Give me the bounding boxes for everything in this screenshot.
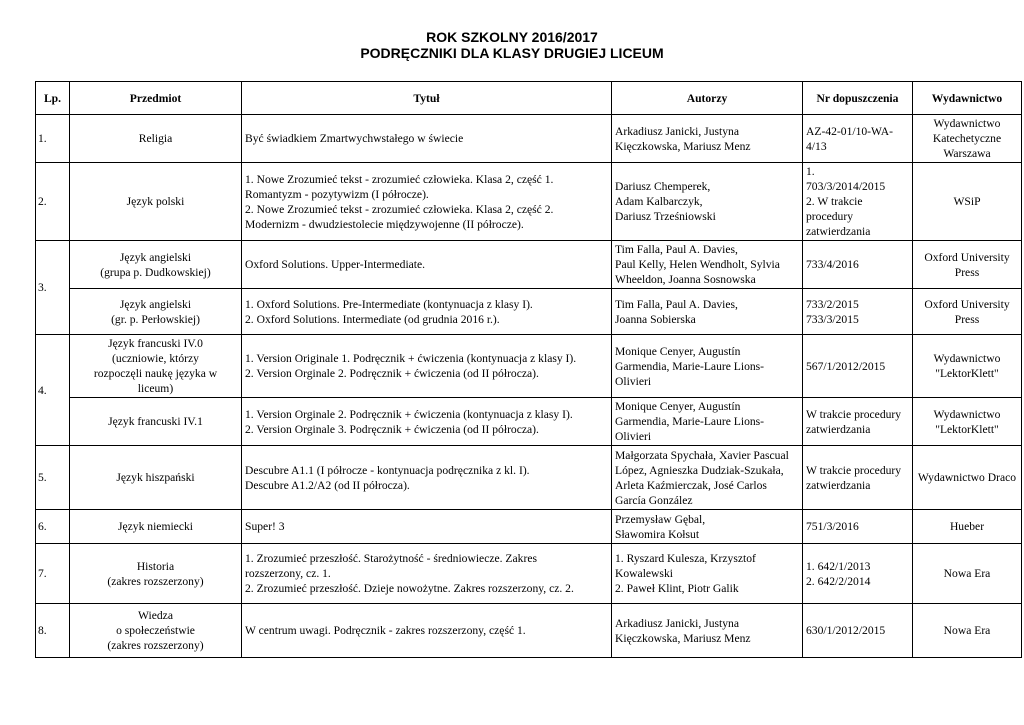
approval-cell: 751/3/2016 bbox=[803, 510, 913, 544]
authors-cell: Tim Falla, Paul A. Davies, Paul Kelly, Helen Wendholt, Sylvia Wheeldon, Joanna Sosnowska bbox=[612, 241, 803, 289]
school-year-heading: ROK SZKOLNY 2016/2017 bbox=[426, 29, 598, 45]
authors-cell: Dariusz Chemperek, Adam Kalbarczyk, Dariusz Trześniowski bbox=[612, 163, 803, 241]
table-row bbox=[36, 398, 1022, 446]
approval-cell: 630/1/2012/2015 bbox=[803, 604, 913, 658]
subject-cell: Wiedza o społeczeństwie (zakres rozszerzony) bbox=[70, 604, 242, 658]
lp-cell: 4. bbox=[36, 335, 70, 446]
column-header-subject: Przedmiot bbox=[70, 82, 242, 115]
title-cell: W centrum uwagi. Podręcznik - zakres rozszerzony, część 1. bbox=[242, 604, 612, 658]
publisher-cell: Wydawnictwo "LektorKlett" bbox=[913, 335, 1022, 398]
document-title: PODRĘCZNIKI DLA KLASY DRUGIEJ LICEUM bbox=[360, 45, 664, 61]
subject-cell: Historia (zakres rozszerzony) bbox=[70, 544, 242, 604]
approval-cell: 567/1/2012/2015 bbox=[803, 335, 913, 398]
column-header-authors: Autorzy bbox=[612, 82, 803, 115]
approval-cell: W trakcie procedury zatwierdzania bbox=[803, 398, 913, 446]
table-row bbox=[36, 544, 1022, 604]
lp-cell: 1. bbox=[36, 115, 70, 163]
approval-cell: W trakcie procedury zatwierdzania bbox=[803, 446, 913, 510]
lp-cell: 5. bbox=[36, 446, 70, 510]
authors-cell: Arkadiusz Janicki, Justyna Kięczkowska, Mariusz Menz bbox=[612, 115, 803, 163]
authors-cell: Tim Falla, Paul A. Davies, Joanna Sobierska bbox=[612, 289, 803, 335]
title-cell: 1. Version Orginale 2. Podręcznik + ćwiczenia (kontynuacja z klasy I). 2. Version Orginale 3. Podręcznik + ćwiczenia (od II półrocza). bbox=[242, 398, 612, 446]
publisher-cell: Wydawnictwo Katechetyczne Warszawa bbox=[913, 115, 1022, 163]
title-cell: Super! 3 bbox=[242, 510, 612, 544]
approval-cell: 733/2/2015 733/3/2015 bbox=[803, 289, 913, 335]
authors-cell: Arkadiusz Janicki, Justyna Kięczkowska, Mariusz Menz bbox=[612, 604, 803, 658]
subject-cell: Religia bbox=[70, 115, 242, 163]
subject-cell: Język angielski (gr. p. Perłowskiej) bbox=[70, 289, 242, 335]
table-header-row bbox=[36, 82, 1022, 115]
authors-cell: Monique Cenyer, Augustín Garmendia, Marie-Laure Lions- Olivieri bbox=[612, 335, 803, 398]
approval-cell: 1. 703/3/2014/2015 2. W trakcie procedury zatwierdzania bbox=[803, 163, 913, 241]
table-row bbox=[36, 289, 1022, 335]
authors-cell: Monique Cenyer, Augustín Garmendia, Marie-Laure Lions- Olivieri bbox=[612, 398, 803, 446]
publisher-cell: Oxford University Press bbox=[913, 241, 1022, 289]
approval-cell: 1. 642/1/2013 2. 642/2/2014 bbox=[803, 544, 913, 604]
publisher-cell: Oxford University Press bbox=[913, 289, 1022, 335]
column-header-approval: Nr dopuszczenia bbox=[803, 82, 913, 115]
table-row bbox=[36, 604, 1022, 658]
column-header-publisher: Wydawnictwo bbox=[913, 82, 1022, 115]
subject-cell: Język angielski (grupa p. Dudkowskiej) bbox=[70, 241, 242, 289]
publisher-cell: Nowa Era bbox=[913, 604, 1022, 658]
publisher-cell: Wydawnictwo "LektorKlett" bbox=[913, 398, 1022, 446]
publisher-cell: Wydawnictwo Draco bbox=[913, 446, 1022, 510]
lp-cell: 2. bbox=[36, 163, 70, 241]
lp-cell: 6. bbox=[36, 510, 70, 544]
table-row bbox=[36, 335, 1022, 398]
table-row bbox=[36, 241, 1022, 289]
column-header-lp: Lp. bbox=[36, 82, 70, 115]
title-cell: Descubre A1.1 (I półrocze - kontynuacja podręcznika z kl. I). Descubre A1.2/A2 (od II półrocza). bbox=[242, 446, 612, 510]
table-row bbox=[36, 163, 1022, 241]
title-cell: 1. Oxford Solutions. Pre-Intermediate (kontynuacja z klasy I). 2. Oxford Solutions. Intermediate (od grudnia 2016 r.). bbox=[242, 289, 612, 335]
subject-cell: Język francuski IV.0 (uczniowie, którzy rozpoczęli naukę języka w liceum) bbox=[70, 335, 242, 398]
title-cell: 1. Zrozumieć przeszłość. Starożytność - średniowiecze. Zakres rozszerzony, cz. 1. 2. Zrozumieć przeszłość. Dzieje nowożytne. Zakres rozszerzony, cz. 2. bbox=[242, 544, 612, 604]
table-row bbox=[36, 446, 1022, 510]
title-cell: Oxford Solutions. Upper-Intermediate. bbox=[242, 241, 612, 289]
subject-cell: Język hiszpański bbox=[70, 446, 242, 510]
title-cell: 1. Nowe Zrozumieć tekst - zrozumieć człowieka. Klasa 2, część 1. Romantyzm - pozytywizm (I półrocze). 2. Nowe Zrozumieć tekst - zrozumieć człowieka. Klasa 2, część 2. Modernizm - dwudziestolecie międzywojenne (II półrocze). bbox=[242, 163, 612, 241]
approval-cell: 733/4/2016 bbox=[803, 241, 913, 289]
authors-cell: Małgorzata Spychała, Xavier Pascual López, Agnieszka Dudziak-Szukała, Arleta Kaźmierczak, José Carlos García González bbox=[612, 446, 803, 510]
column-header-title: Tytuł bbox=[242, 82, 612, 115]
textbook-table bbox=[35, 81, 1022, 658]
lp-cell: 7. bbox=[36, 544, 70, 604]
lp-cell: 8. bbox=[36, 604, 70, 658]
authors-cell: Przemysław Gębal, Sławomira Kołsut bbox=[612, 510, 803, 544]
publisher-cell: Hueber bbox=[913, 510, 1022, 544]
title-cell: Być świadkiem Zmartwychwstałego w świecie bbox=[242, 115, 612, 163]
title-cell: 1. Version Originale 1. Podręcznik + ćwiczenia (kontynuacja z klasy I). 2. Version Orginale 2. Podręcznik + ćwiczenia (od II półrocza). bbox=[242, 335, 612, 398]
table-row bbox=[36, 510, 1022, 544]
publisher-cell: WSiP bbox=[913, 163, 1022, 241]
publisher-cell: Nowa Era bbox=[913, 544, 1022, 604]
subject-cell: Język francuski IV.1 bbox=[70, 398, 242, 446]
table-row bbox=[36, 115, 1022, 163]
lp-cell: 3. bbox=[36, 241, 70, 335]
subject-cell: Język niemiecki bbox=[70, 510, 242, 544]
subject-cell: Język polski bbox=[70, 163, 242, 241]
authors-cell: 1. Ryszard Kulesza, Krzysztof Kowalewski 2. Paweł Klint, Piotr Galik bbox=[612, 544, 803, 604]
approval-cell: AZ-42-01/10-WA- 4/13 bbox=[803, 115, 913, 163]
